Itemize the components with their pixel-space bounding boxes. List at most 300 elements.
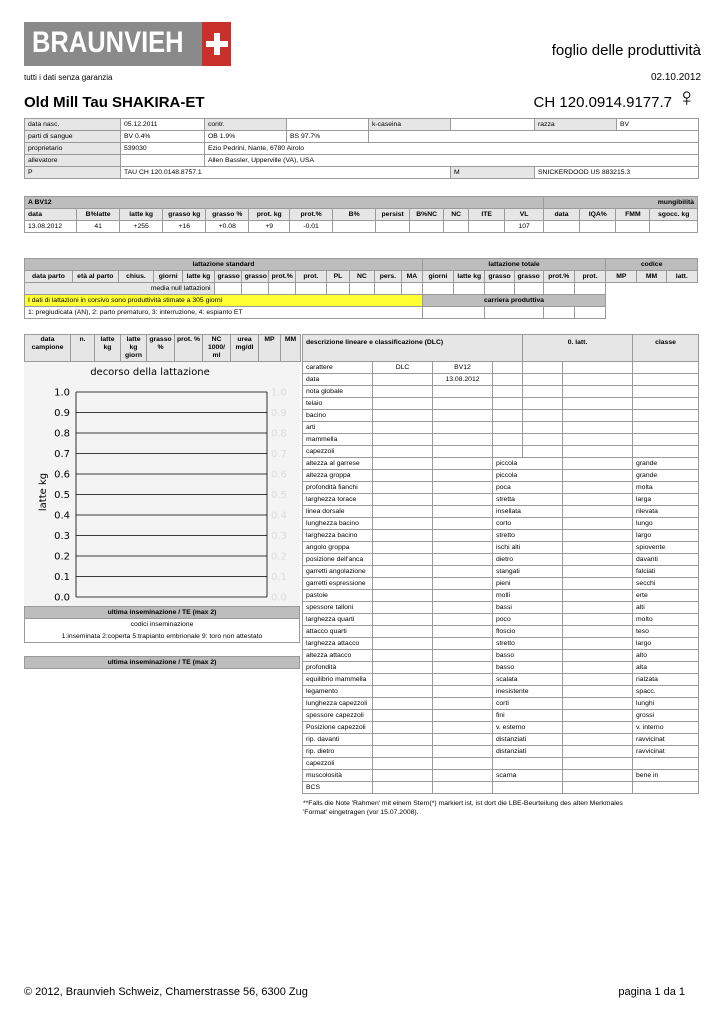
lactation-header-cell: data parto: [25, 271, 73, 283]
dlc-trait-label: altezza attacco: [303, 650, 373, 662]
sample-header-cell: MP: [259, 335, 281, 362]
bv-cell: +0.08: [206, 221, 249, 233]
dlc-cell: [493, 422, 523, 434]
birth-date-label: data nasc.: [25, 119, 121, 131]
dlc-row: [303, 698, 699, 710]
dlc-trait-label: larghezza bacino: [303, 530, 373, 542]
lactation-header-cell: prot.: [574, 271, 605, 283]
dlc-trait-label: carattere: [303, 362, 373, 374]
dlc-trait-label: muscolosità: [303, 770, 373, 782]
bv-cell: +255: [120, 221, 163, 233]
dlc-cell: [633, 386, 699, 398]
dlc-trait-label: mammella: [303, 434, 373, 446]
dlc-low-label: insellata: [493, 506, 563, 518]
dam-sire-label: M: [451, 167, 535, 179]
dlc-low-label: stretta: [493, 494, 563, 506]
dlc-row: [303, 614, 699, 626]
dlc-high-label: grande: [633, 458, 699, 470]
blood-bs: BS 97.7%: [287, 131, 369, 143]
dlc-cell: [373, 782, 433, 794]
dlc-cell: [433, 758, 493, 770]
dlc-high-label: grossi: [633, 710, 699, 722]
dlc-row: [303, 602, 699, 614]
bv-cell: +16: [163, 221, 206, 233]
dlc-cell: [563, 722, 633, 734]
dlc-cell: [563, 698, 633, 710]
dlc-low-label: scalata: [493, 674, 563, 686]
dlc-cell: [633, 398, 699, 410]
bv-cell: [580, 221, 616, 233]
bv-cell: [444, 221, 469, 233]
dlc-cell: [433, 734, 493, 746]
sample-header-cell: latte kg: [95, 335, 121, 362]
lactation-header-cell: giorni: [422, 271, 453, 283]
dlc-high-label: alti: [633, 602, 699, 614]
dlc-low-label: distanziati: [493, 746, 563, 758]
blood-ob: OB 1.9%: [205, 131, 287, 143]
dlc-cell: [373, 470, 433, 482]
lactation-header-cell: latte kg: [454, 271, 485, 283]
dlc-high-label: alto: [633, 650, 699, 662]
dlc-row: [303, 722, 699, 734]
dlc-cell: [373, 590, 433, 602]
dlc-cell: [373, 554, 433, 566]
bv-header-cell: grasso %: [206, 209, 249, 221]
dlc-row: [303, 626, 699, 638]
dlc-row: [303, 458, 699, 470]
dlc-cell: [433, 782, 493, 794]
dlc-trait-label: rip. davanti: [303, 734, 373, 746]
dlc-trait-label: capezzoli: [303, 758, 373, 770]
dlc-cell: [433, 398, 493, 410]
bv-header-cell: IQA%: [580, 209, 616, 221]
dlc-cell: [563, 530, 633, 542]
chart-y-tick-label: 0.1: [54, 572, 70, 583]
dlc-cell: [433, 746, 493, 758]
dlc-cell: [563, 686, 633, 698]
chart-y2-tick-label: 0.2: [271, 551, 287, 563]
dlc-row: [303, 362, 699, 374]
dlc-cell: [373, 614, 433, 626]
dlc-cell: [373, 734, 433, 746]
sample-header-cell: MM: [281, 335, 301, 362]
dlc-cell: [433, 542, 493, 554]
dlc-cell: [373, 374, 433, 386]
dlc-cell: DLC: [373, 362, 433, 374]
dlc-trait-label: lunghezza bacino: [303, 518, 373, 530]
dlc-cell: [433, 590, 493, 602]
dlc-low-label: inesistente: [493, 686, 563, 698]
dlc-high-label: alta: [633, 662, 699, 674]
dlc-cell: [373, 758, 433, 770]
dlc-row: [303, 590, 699, 602]
dlc-cell: [433, 518, 493, 530]
owner-label: proprietario: [25, 143, 121, 155]
dlc-cell: [373, 662, 433, 674]
owner-id: 539030: [121, 143, 205, 155]
dlc-trait-label: equilibrio mammella: [303, 674, 373, 686]
bv-title: A BV12: [25, 197, 544, 209]
dlc-trait-label: angolo groppa: [303, 542, 373, 554]
dlc-row: [303, 410, 699, 422]
footer-copyright: © 2012, Braunvieh Schweiz, Chamerstrasse 56, 6300 Zug: [24, 986, 308, 998]
dlc-cell: [563, 674, 633, 686]
breeding-value-table: [24, 196, 698, 233]
chart-y-tick-label: 0.5: [54, 490, 70, 501]
dlc-cell: [373, 410, 433, 422]
dlc-cell: [563, 602, 633, 614]
chart-y-tick-label: 0.4: [54, 510, 70, 522]
dlc-row: [303, 746, 699, 758]
dlc-trait-label: arti: [303, 422, 373, 434]
dlc-trait-label: bacino: [303, 410, 373, 422]
contr-label: contr.: [205, 119, 287, 131]
dlc-row: [303, 638, 699, 650]
bv-header-row: [25, 209, 698, 221]
dlc-trait-label: larghezza quarti: [303, 614, 373, 626]
bv-header-cell: VL: [505, 209, 544, 221]
career-title: carriera produttiva: [422, 295, 605, 307]
lactation-average: media null lattazioni: [25, 283, 215, 295]
dlc-trait-label: data: [303, 374, 373, 386]
dlc-cell: [373, 494, 433, 506]
dlc-row: [303, 506, 699, 518]
dlc-low-label: pieni: [493, 578, 563, 590]
bv-header-cell: grasso kg: [163, 209, 206, 221]
chart-title: decorso della lattazione: [90, 367, 210, 378]
lactation-header-cell: chius.: [118, 271, 153, 283]
owner: Ezio Pedrini, Nante, 6780 Airolo: [205, 143, 699, 155]
sample-header-cell: prot. %: [175, 335, 203, 362]
dlc-row: [303, 386, 699, 398]
dlc-cell: [373, 530, 433, 542]
estimated-note: I dati di lattazioni in corsivo sono produttività stimate a 305 giorni: [25, 295, 423, 307]
dlc-low-label: dietro: [493, 554, 563, 566]
breed: BV: [617, 119, 699, 131]
bv-data-row: [25, 221, 698, 233]
dlc-cell: [373, 506, 433, 518]
bv-header-cell: prot.%: [290, 209, 333, 221]
dlc-cell: [433, 722, 493, 734]
bv-cell: 107: [505, 221, 544, 233]
dlc-cell: [373, 710, 433, 722]
dlc-cell: [633, 362, 699, 374]
dlc-title: descrizione lineare e classificazione (DLC): [303, 335, 523, 362]
sample-header-cell: NC 1000/ ml: [203, 335, 231, 362]
female-icon: ♀: [677, 82, 697, 112]
dlc-row: [303, 782, 699, 794]
dlc-cell: [633, 410, 699, 422]
total-lactation-title: lattazione totale: [422, 259, 605, 271]
dlc-cell: [563, 746, 633, 758]
dlc-cell: [633, 434, 699, 446]
insemination-title-2: ultima inseminazione / TE (max 2): [25, 657, 300, 669]
dlc-lact-header: 0. latt.: [523, 335, 633, 362]
dlc-low-label: [493, 758, 563, 770]
dlc-cell: [373, 398, 433, 410]
dlc-cell: [373, 518, 433, 530]
lactation-header-cell: prot.%: [268, 271, 295, 283]
dlc-cell: [523, 434, 563, 446]
dlc-cell: [563, 782, 633, 794]
dlc-cell: [563, 482, 633, 494]
dlc-cell: [373, 674, 433, 686]
chart-y2-tick-label: 0.3: [271, 531, 287, 542]
dlc-trait-label: spessore capezzoli: [303, 710, 373, 722]
dlc-low-label: corto: [493, 518, 563, 530]
dlc-high-label: falciati: [633, 566, 699, 578]
dlc-high-label: secchi: [633, 578, 699, 590]
dlc-cell: [493, 434, 523, 446]
dlc-trait-label: larghezza attacco: [303, 638, 373, 650]
breeder: Allen Bassler, Upperville (VA), USA: [205, 155, 699, 167]
dlc-cell: [633, 374, 699, 386]
lactation-table: [24, 258, 698, 319]
dlc-trait-label: lunghezza capezzoli: [303, 698, 373, 710]
dlc-cell: [563, 362, 633, 374]
dlc-cell: [563, 434, 633, 446]
dlc-row: [303, 434, 699, 446]
dlc-cell: [523, 374, 563, 386]
dlc-trait-label: profondità fianchi: [303, 482, 373, 494]
lactation-header-cell: grasso: [514, 271, 543, 283]
dlc-low-label: ischi alti: [493, 542, 563, 554]
dlc-row: [303, 770, 699, 782]
dlc-trait-label: altezza groppa: [303, 470, 373, 482]
bv-header-cell: data: [543, 209, 579, 221]
dlc-cell: [563, 470, 633, 482]
bv-cell: [543, 221, 579, 233]
dlc-cell: [433, 482, 493, 494]
dlc-trait-label: attacco quarti: [303, 626, 373, 638]
dlc-high-label: davanti: [633, 554, 699, 566]
dlc-cell: [563, 770, 633, 782]
dlc-high-label: grande: [633, 470, 699, 482]
dlc-low-label: molli: [493, 590, 563, 602]
lactation-header-cell: età al parto: [72, 271, 118, 283]
dlc-high-label: molta: [633, 482, 699, 494]
dlc-cell: [433, 386, 493, 398]
dlc-low-label: piccola: [493, 470, 563, 482]
dlc-cell: [433, 458, 493, 470]
dlc-cell: [433, 434, 493, 446]
dlc-cell: [493, 446, 523, 458]
bv-cell: [410, 221, 444, 233]
dlc-row: [303, 686, 699, 698]
sample-header-cell: n.: [71, 335, 95, 362]
sample-header-cell: latte kg giorn: [121, 335, 147, 362]
blood-bv: BV 0.4%: [121, 131, 205, 143]
bv-cell: -0.01: [290, 221, 333, 233]
dlc-cell: [563, 446, 633, 458]
dlc-cell: [373, 602, 433, 614]
dlc-cell: [373, 542, 433, 554]
dlc-low-label: [493, 782, 563, 794]
chart-y2-tick-label: 0.6: [271, 469, 287, 481]
dlc-row: [303, 758, 699, 770]
dlc-low-label: basso: [493, 650, 563, 662]
dlc-row: [303, 530, 699, 542]
dlc-high-label: rialzata: [633, 674, 699, 686]
sample-header-cell: data campione: [25, 335, 71, 362]
dlc-cell: [373, 626, 433, 638]
lactation-codes: 1: pregiudicata (AN), 2: parto prematuro, 3: interruzione, 4: espianto ET: [25, 307, 423, 319]
dlc-cell: [523, 410, 563, 422]
lactation-header-cell: MM: [637, 271, 666, 283]
dlc-trait-label: larghezza torace: [303, 494, 373, 506]
dlc-cell: [633, 446, 699, 458]
dlc-trait-label: spessore talloni: [303, 602, 373, 614]
dlc-cell: [373, 650, 433, 662]
dlc-cell: [373, 722, 433, 734]
dlc-high-label: larga: [633, 494, 699, 506]
sire-label: P: [25, 167, 121, 179]
dlc-cell: [563, 398, 633, 410]
chart-y2-tick-label: 0.5: [271, 490, 287, 501]
dlc-low-label: corti: [493, 698, 563, 710]
dlc-cell: [433, 614, 493, 626]
disclaimer: tutti i dati senza garanzia: [24, 73, 113, 82]
blood-label: parti di sangue: [25, 131, 121, 143]
doc-title: foglio delle produttività: [551, 42, 701, 59]
dlc-cell: [433, 470, 493, 482]
lactation-header-cell: MA: [401, 271, 422, 283]
dlc-cell: [373, 482, 433, 494]
dlc-low-label: poco: [493, 614, 563, 626]
dlc-cell: [433, 674, 493, 686]
code-title: codice: [606, 259, 698, 271]
lactation-header-cell: latt.: [666, 271, 697, 283]
dlc-high-label: v. interno: [633, 722, 699, 734]
dlc-cell: [373, 578, 433, 590]
dlc-high-label: teso: [633, 626, 699, 638]
bv-header-cell: ITE: [469, 209, 505, 221]
dlc-low-label: poca: [493, 482, 563, 494]
dam-sire: SNICKERDOOD US 883215.3: [535, 167, 699, 179]
dlc-row: [303, 446, 699, 458]
dlc-low-label: fini: [493, 710, 563, 722]
chart-y-tick-label: 1.0: [54, 387, 70, 399]
dlc-cell: [563, 734, 633, 746]
dlc-cell: [433, 662, 493, 674]
dlc-high-label: lunghi: [633, 698, 699, 710]
chart-y2-tick-label: 0.0: [271, 592, 287, 604]
dlc-cell: [493, 398, 523, 410]
dlc-cell: [563, 662, 633, 674]
insemination-table-2: [24, 656, 300, 669]
dlc-row: [303, 542, 699, 554]
dlc-cell: [563, 542, 633, 554]
dlc-cell: [373, 446, 433, 458]
dlc-cell: [373, 638, 433, 650]
dlc-low-label: stretto: [493, 530, 563, 542]
dlc-cell: [373, 386, 433, 398]
bv-cell: +9: [249, 221, 290, 233]
bv-header-cell: persist: [376, 209, 410, 221]
sample-table: [24, 334, 301, 362]
dlc-cell: [523, 422, 563, 434]
bv-cell: [333, 221, 376, 233]
dlc-low-label: v. esterno: [493, 722, 563, 734]
dlc-trait-label: altezza al garrese: [303, 458, 373, 470]
chart-y-tick-label: 0.6: [54, 469, 70, 481]
dlc-row: [303, 482, 699, 494]
dlc-cell: [433, 494, 493, 506]
dlc-cell: [563, 614, 633, 626]
dlc-cell: [493, 374, 523, 386]
dlc-cell: [373, 746, 433, 758]
dlc-trait-label: nota globale: [303, 386, 373, 398]
chart-y-tick-label: 0.3: [54, 531, 70, 542]
dlc-high-label: [633, 758, 699, 770]
dlc-cell: [563, 758, 633, 770]
insemination-codes-title: codici inseminazione: [25, 619, 300, 631]
dlc-row: [303, 554, 699, 566]
bv-cell: [376, 221, 410, 233]
bv-header-cell: sgocc. kg: [650, 209, 698, 221]
dlc-cell: [373, 422, 433, 434]
dlc-row: [303, 518, 699, 530]
bv-header-cell: FMM: [616, 209, 650, 221]
dlc-cell: [563, 458, 633, 470]
dlc-trait-label: capezzoli: [303, 446, 373, 458]
dlc-row: [303, 398, 699, 410]
dlc-row: [303, 422, 699, 434]
dlc-cell: [633, 422, 699, 434]
dlc-high-label: [633, 782, 699, 794]
dlc-cell: [433, 530, 493, 542]
dlc-trait-label: garretti angolazione: [303, 566, 373, 578]
dlc-cell: [373, 698, 433, 710]
dlc-cell: [563, 518, 633, 530]
dlc-high-label: ravvicinat: [633, 734, 699, 746]
swiss-cross-icon: [202, 22, 231, 66]
dlc-low-label: stangati: [493, 566, 563, 578]
bv-cell: 41: [77, 221, 120, 233]
chart-background: [24, 362, 300, 606]
dlc-cell: [563, 710, 633, 722]
lactation-header-cell: prot.: [295, 271, 326, 283]
dlc-trait-label: posizione dell'anca: [303, 554, 373, 566]
dlc-cell: [433, 770, 493, 782]
dlc-cell: [563, 422, 633, 434]
chart-y2-tick-label: 1.0: [271, 387, 287, 399]
dlc-high-label: molto: [633, 614, 699, 626]
chart-y-tick-label: 0.8: [54, 428, 70, 440]
dlc-cell: [563, 506, 633, 518]
brand-name: BRAUNVIEH: [32, 26, 184, 59]
dlc-high-label: largo: [633, 638, 699, 650]
dlc-cell: [373, 434, 433, 446]
kcaseina-label: k-caseina: [369, 119, 451, 131]
chart-y2-tick-label: 0.1: [271, 572, 287, 583]
dlc-cell: [433, 650, 493, 662]
brand-logo: [24, 22, 231, 66]
dlc-row: [303, 470, 699, 482]
dlc-low-label: piccola: [493, 458, 563, 470]
milkability-title: mungibilità: [543, 197, 697, 209]
chart-y-tick-label: 0.0: [54, 592, 70, 604]
dlc-cell: [563, 578, 633, 590]
lactation-header-cell: giorni: [154, 271, 183, 283]
dlc-trait-label: BCS: [303, 782, 373, 794]
dlc-low-label: scarna: [493, 770, 563, 782]
dlc-cell: [433, 698, 493, 710]
lactation-header-cell: prot.%: [543, 271, 574, 283]
chart-y2-tick-label: 0.4: [271, 510, 287, 522]
dlc-high-label: erte: [633, 590, 699, 602]
birth-date: 05.12.2011: [121, 119, 205, 131]
